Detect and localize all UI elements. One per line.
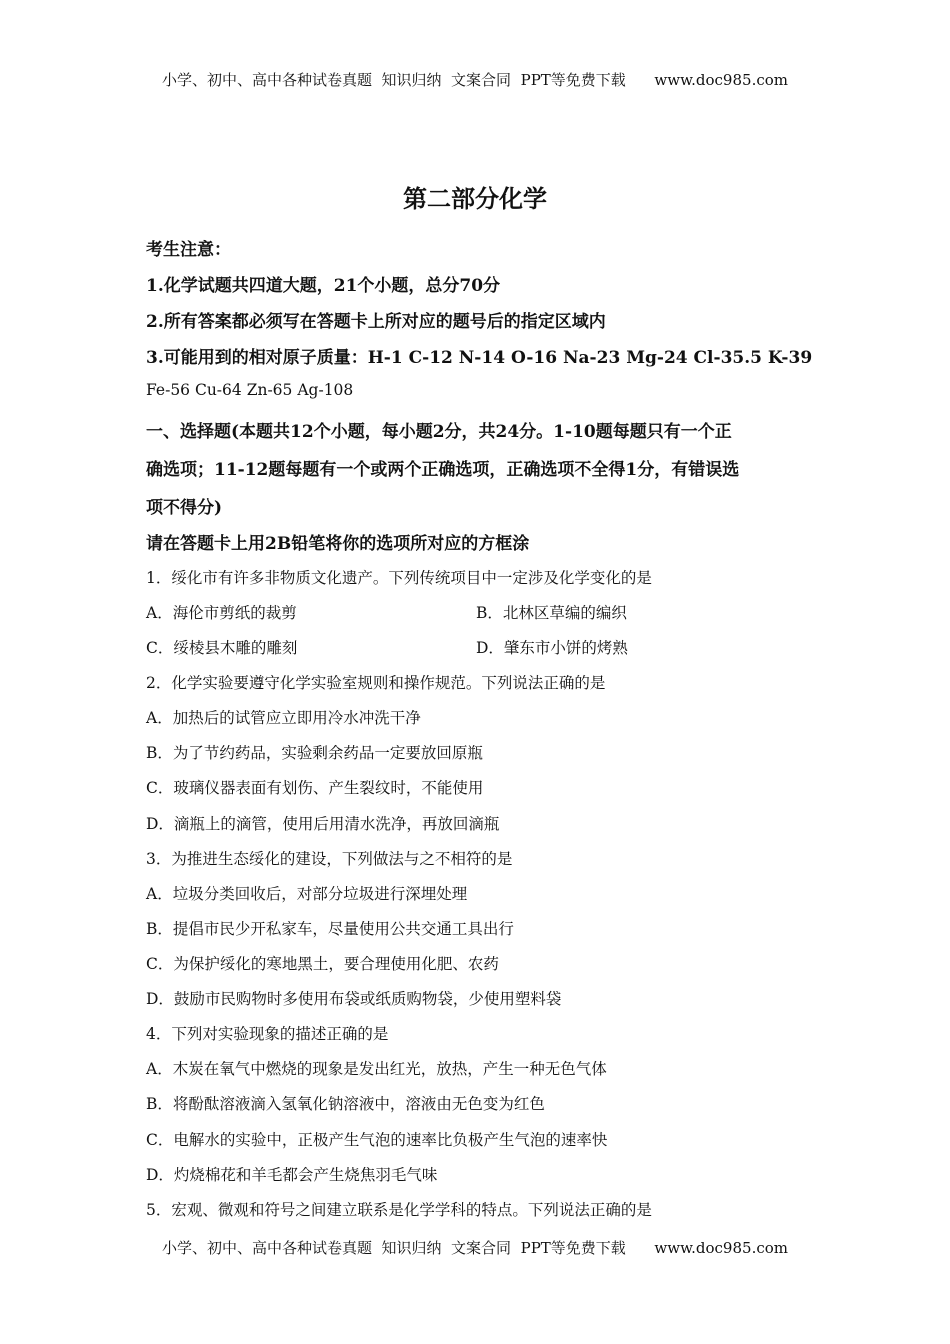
q2-option-c: C．玻璃仪器表面有划伤、产生裂纹时，不能使用 [146, 779, 484, 797]
notice-heading: 考生注意： [146, 240, 231, 260]
q2-option-a: A．加热后的试管应立即用冷水冲洗干净 [146, 709, 421, 727]
notice-item-1: 1.化学试题共四道大题，21个小题，总分70分 [146, 276, 501, 296]
q3-option-b: B．提倡市民少开私家车，尽量使用公共交通工具出行 [146, 920, 514, 938]
q3-option-d: D．鼓励市民购物时多使用布袋或纸质购物袋，少使用塑料袋 [146, 990, 562, 1008]
page-header: 小学、初中、高中各种试卷真题 知识归纳 文案合同 PPT等免费下载 www.doc985.com [161, 71, 788, 89]
q5-stem: 5．宏观、微观和符号之间建立联系是化学学科的特点。下列说法正确的是 [146, 1201, 652, 1219]
section-instruction: 请在答题卡上用2B铅笔将你的选项所对应的方框涂 [146, 534, 530, 554]
q3-option-c: C．为保护绥化的寒地黑土，要合理使用化肥、农药 [146, 955, 499, 973]
q4-option-d: D．灼烧棉花和羊毛都会产生烧焦羽毛气味 [146, 1166, 438, 1184]
notice-item-3: 3.可能用到的相对原子质量：H-1 C-12 N-14 O-16 Na-23 Mg-24 Cl-35.5 K-39 [146, 348, 813, 368]
section-heading-line2: 确选项；11-12题每题有一个或两个正确选项，正确选项不全得1分，有错误选 [146, 460, 740, 480]
q2-option-d: D．滴瓶上的滴管，使用后用清水洗净，再放回滴瓶 [146, 815, 500, 833]
page-title: 第二部分化学 [403, 184, 547, 213]
q4-stem: 4．下列对实验现象的描述正确的是 [146, 1025, 389, 1043]
q4-option-c: C．电解水的实验中，正极产生气泡的速率比负极产生气泡的速率快 [146, 1131, 608, 1149]
q1-option-a: A．海伦市剪纸的裁剪 [146, 604, 297, 622]
q1-option-b: B．北林区草编的编织 [476, 604, 627, 622]
notice-item-2: 2.所有答案都必须写在答题卡上所对应的题号后的指定区域内 [146, 312, 606, 332]
q3-option-a: A．垃圾分类回收后，对部分垃圾进行深埋处理 [146, 885, 468, 903]
q2-stem: 2．化学实验要遵守化学实验室规则和操作规范。下列说法正确的是 [146, 674, 606, 692]
q4-option-b: B．将酚酞溶液滴入氢氧化钠溶液中，溶液由无色变为红色 [146, 1095, 545, 1113]
q3-stem: 3．为推进生态绥化的建设，下列做法与之不相符的是 [146, 850, 513, 868]
q1-option-d: D．肇东市小饼的烤熟 [476, 639, 628, 657]
notice-item-3-cont: Fe-56 Cu-64 Zn-65 Ag-108 [146, 381, 354, 399]
q1-stem: 1．绥化市有许多非物质文化遗产。下列传统项目中一定涉及化学变化的是 [146, 569, 652, 587]
q1-option-c: C．绥棱县木雕的雕刻 [146, 639, 298, 657]
q2-option-b: B．为了节约药品，实验剩余药品一定要放回原瓶 [146, 744, 483, 762]
section-heading-line1: 一、选择题(本题共12个小题，每小题2分，共24分。1-10题每题只有一个正 [146, 422, 732, 442]
page-footer: 小学、初中、高中各种试卷真题 知识归纳 文案合同 PPT等免费下载 www.doc985.com [161, 1239, 788, 1257]
section-heading-line3: 项不得分) [146, 498, 223, 518]
q4-option-a: A．木炭在氧气中燃烧的现象是发出红光，放热，产生一种无色气体 [146, 1060, 607, 1078]
